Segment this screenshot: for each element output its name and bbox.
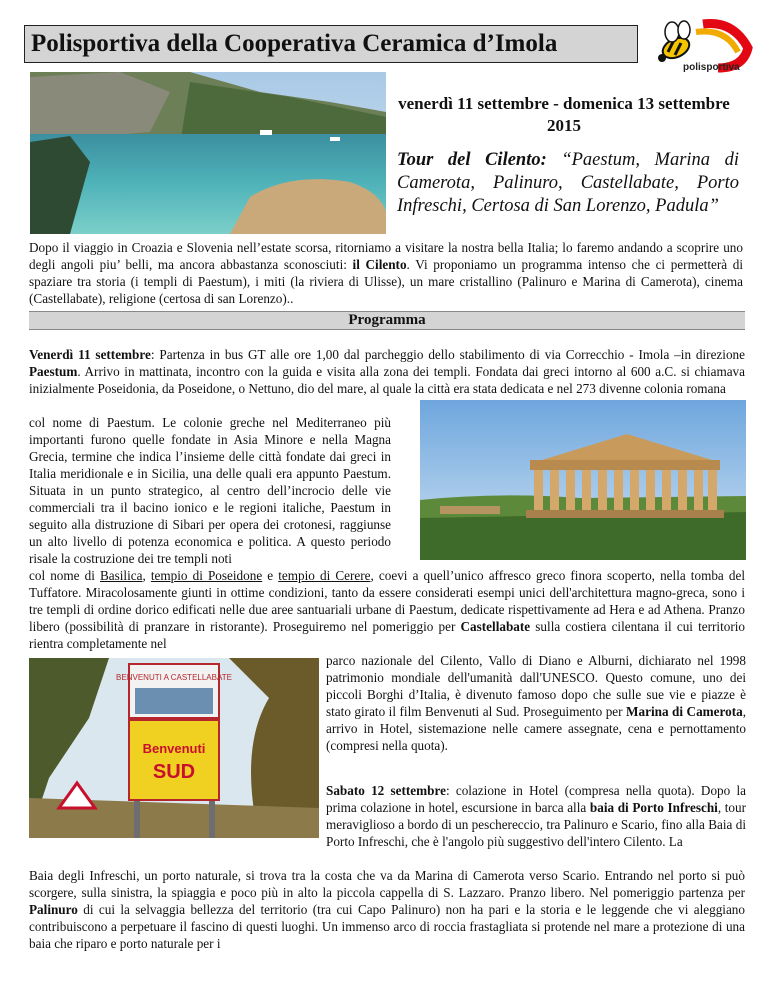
paestum-highlight: Paestum <box>29 364 78 379</box>
day2-text: Baia degli Infreschi, un porto naturale, si trova tra la costa che va da Marina di Camerota verso Scario. Entrando nel porto si può scorgere, sulla sinistra, la spiaggia e poco più in alto la piccola cappella di S. Lazzaro. Pranzo libero. Nel pomeriggio partenza per <box>29 868 745 900</box>
intro-text: Dopo il viaggio in Croazia e Slovenia nell’estate scorsa, ritorniamo a visitare la nostra bella Italia; lo faremo andando a scoprire uno degli angoli piu’ belli, ma ancora abbastanza sconosciuti: <box>29 240 743 272</box>
porto-infreschi-highlight: baia di Porto Infreschi <box>589 800 718 815</box>
day2-text: , tour meraviglioso a bordo di un peschereccio, tra Palinuro e Scario, fino alla Baia di Porto Infreschi, che è l'angolo più suggestivo dell'intero Cilento. La <box>326 800 747 849</box>
event-dates: venerdì 11 settembre - domenica 13 settembre 2015 <box>398 94 730 135</box>
day1-text: . Arrivo in mattinata, incontro con la guida e visita alla zona dei templi. Fondata dai greci intorno al 600 a.C. si chiamava inizialmente Poseidonia, da Poseidone, o Nettuno, dio del mare, al quale la città era stata dedicata e nel 273 divenne colonia romana <box>29 364 745 396</box>
basilica-link[interactable]: Basilica <box>99 568 143 583</box>
day1-label: Venerdì 11 settembre <box>29 347 151 362</box>
day1-text: , coevi a quell’unico affresco greco finora scoperto, nella tomba del Tuffatore. Miracolosamente giunti in ottime condizioni, tanto da essere considerati esempi unici dell'architettura magno-greca, sono i tre templi di ordine dorico edificati nelle due aree santuariali urbane di Paestum, dedicate rispettivamente ad Hera e ad Athena. Pranzo libero (possibilità di pranzare in ristorante). Proseguiremo nel pomeriggio per <box>29 568 745 634</box>
day1-text: col nome di <box>29 568 100 583</box>
intro-highlight: il Cilento <box>352 257 407 272</box>
day2-label: Sabato 12 settembre <box>326 783 446 798</box>
day2-text: di cui la selvaggia bellezza del territorio (tra cui Capo Palinuro) non ha pari e la storia e le leggende che vi aleggiano contribuiscono a perpetuare il fascino di questi luoghi. Un immenso arco di roccia frastagliata si protende nel mare a protezione di una baia che riparo e porto naturale per i <box>29 902 745 951</box>
day1-paragraph-continued <box>29 567 745 652</box>
day1-paragraph-column: col nome di Paestum. Le colonie greche nel Mediterraneo più importanti furono quelle fondate in Asia Minore e nella Magna Grecia, termine che indica l’insieme delle città fondate dai greci in Italia meridionale e in Sicilia, una delle quali era appunto Paestum. Situata in un punto strategico, al centro dell’incrocio delle vie commerciali tra il bacino ionico e le regioni italiche, Paestum in seguito alla distruzione di Sibari per opera dei crotonesi, raggiunse un alto livello di potenza economica e politica. A questo periodo risale la costruzione dei tre templi noti <box>29 415 391 566</box>
day1-paragraph <box>29 346 745 397</box>
tempio-poseidone-link[interactable]: tempio di Poseidone <box>150 568 263 583</box>
page-title: Polisportiva della Cooperativa Ceramica d’Imola <box>31 30 558 57</box>
programma-heading: Programma <box>29 311 745 330</box>
day1-text: , arrivo in Hotel, sistemazione nelle camere assegnate, cena e pernottamento (compresi nella quota). <box>326 704 746 753</box>
day1-paragraph-right <box>326 652 746 754</box>
marina-camerota-highlight: Marina di Camerota <box>626 704 743 719</box>
day1-text: parco nazionale del Cilento, Vallo di Diano e Alburni, dichiarato nel 1998 patrimonio mondiale dell'umanità dall'UNESCO. Questo comune, uno dei piccoli Borghi d’Italia, è divenuto famoso dopo che sulle sue vie e piazze è stato girato il film Benvenuti al Sud. Proseguimento per <box>326 653 746 719</box>
day1-text: sulla costiera cilentana il cui territorio rientra completamente nel <box>29 619 745 651</box>
coast-photo <box>30 72 386 234</box>
paestum-temple-photo <box>420 400 746 560</box>
intro-text: . Vi proponiamo un programma intenso che ci permetterà di spaziare tra storia (i templi di Paestum), i miti (la riviera di Ulisse), un mare cristallino (Palinuro e Marina di Camerota), cinema (Castellabate), religione (certosa di san Lorenzo).. <box>29 257 743 306</box>
separator: e <box>262 568 279 583</box>
bee-wing-icon <box>678 21 690 39</box>
day2-paragraph <box>326 782 746 850</box>
separator: , <box>142 568 151 583</box>
day1-text: : Partenza in bus GT alle ore 1,00 dal parcheggio dello stabilimento di via Correcchio - Imola –in direzione <box>150 347 745 362</box>
sign-bottom-text: Benvenuti <box>142 741 206 756</box>
day2-paragraph-continued <box>29 867 745 952</box>
tempio-cerere-link[interactable]: tempio di Cerere <box>278 568 371 583</box>
polisportiva-logo <box>648 18 758 86</box>
tour-title <box>397 149 739 218</box>
tour-places: “Paestum, Marina di Camerota, Palinuro, Castellabate, Porto Infreschi, Certosa di San Lorenzo, Padula” <box>397 150 740 216</box>
logo-label: polisportiva <box>683 62 740 73</box>
day2-text: : colazione in Hotel (compresa nella quota). Dopo la prima colazione in hotel, escursione in barca alla <box>326 783 746 815</box>
castellabate-highlight: Castellabate <box>460 619 531 634</box>
castellabate-sign-photo <box>29 658 319 838</box>
sign-bottom-text-2: SUD <box>152 761 196 783</box>
tour-label: Tour del Cilento: <box>397 150 547 170</box>
sign-top-text: BENVENUTI A CASTELLABATE <box>116 673 232 682</box>
title-banner <box>24 25 638 63</box>
bee-head-icon <box>658 54 666 62</box>
intro-paragraph <box>29 239 743 307</box>
palinuro-highlight: Palinuro <box>29 902 78 917</box>
bee-wing-icon <box>665 22 679 42</box>
